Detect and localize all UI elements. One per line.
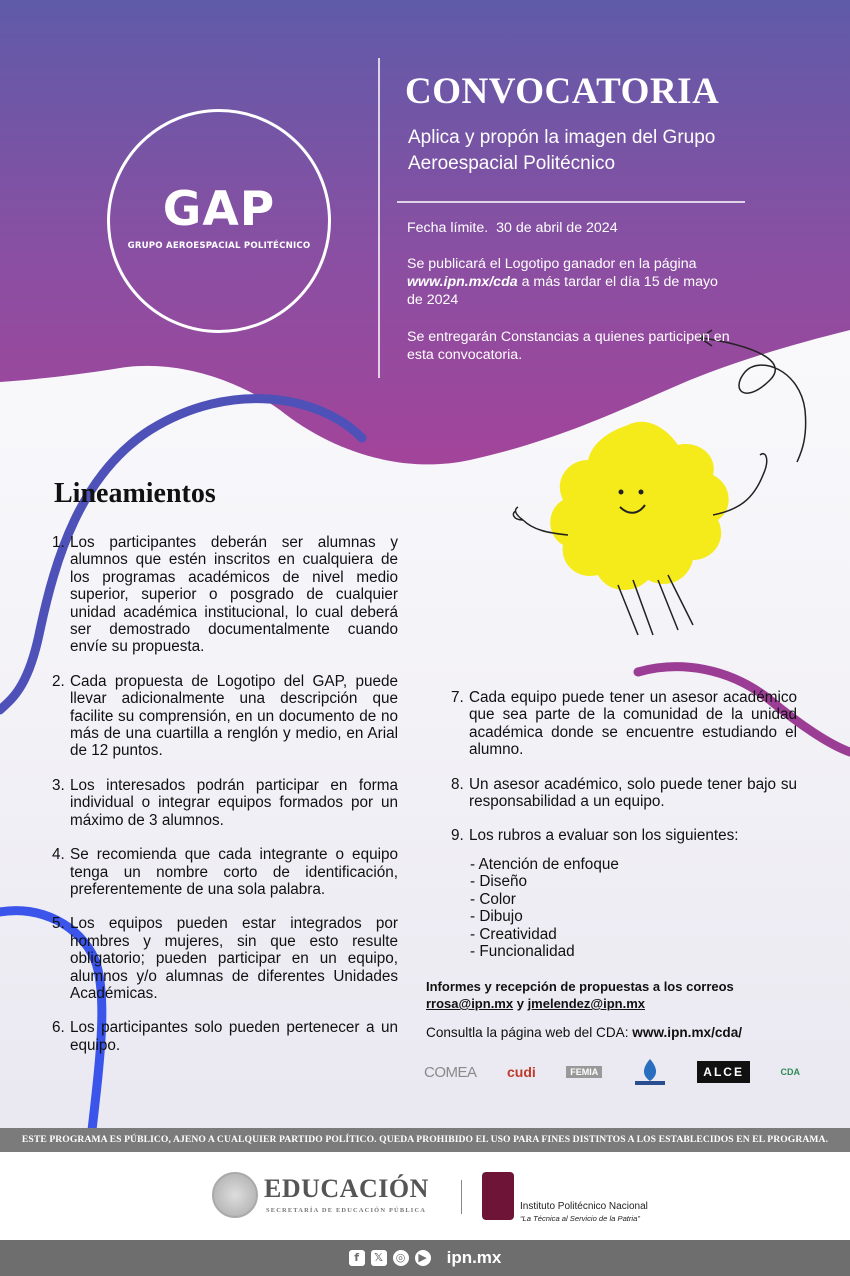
- list-item: [52, 846, 398, 898]
- logo-subtitle: GRUPO AEROESPACIAL POLITÉCNICO: [127, 240, 311, 251]
- item-text: Cada equipo puede tener un asesor académico que sea parte de la comunidad de la unidad académica donde se encuentre estudiando el alumno.: [469, 689, 797, 759]
- guidelines-list-left: [52, 534, 398, 1071]
- facebook-icon[interactable]: f: [349, 1250, 365, 1266]
- contact-line: Informes y recepción de propuestas a los correos: [426, 979, 734, 994]
- email-link-2[interactable]: jmelendez@ipn.mx: [527, 996, 645, 1011]
- list-item: [52, 534, 398, 656]
- ipn-name: Instituto Politécnico Nacional: [520, 1201, 648, 1212]
- x-icon[interactable]: 𝕏: [371, 1250, 387, 1266]
- sep-wordmark: EDUCACIÓN: [264, 1174, 429, 1203]
- contact-emails: [426, 995, 734, 1012]
- deadline: [407, 219, 737, 237]
- item-number: 3.: [52, 776, 65, 794]
- email-separator: y: [513, 996, 528, 1011]
- criteria-item: - Color: [470, 890, 516, 908]
- web-info: [426, 1024, 742, 1041]
- criteria-item: - Creatividad: [470, 925, 557, 943]
- item-text: Los equipos pueden estar integrados por hombres y mujeres, sin que esto resulte obligatorio; pueden participar en un equipo, alumnos y/o alumnas de diferentes Unidades Académicas.: [70, 915, 398, 1002]
- sponsor-alce-logo: ALCE: [697, 1061, 750, 1083]
- item-number: 6.: [52, 1019, 65, 1037]
- list-item: [52, 673, 398, 760]
- gap-logo: [107, 109, 331, 333]
- item-text: Los rubros a evaluar son los siguientes:: [469, 827, 739, 845]
- youtube-icon[interactable]: ▶: [415, 1250, 431, 1266]
- item-text: Los participantes deberán ser alumnas y alumnos que estén inscritos en cualquiera de los programas académicos de nivel medio superior, superior o posgrado de cualquier unidad académica institucional, lo cual deberá ser demostrado documentalmente cuando envíe su propuesta.: [70, 534, 398, 656]
- disclaimer-banner: ESTE PROGRAMA ES PÚBLICO, AJENO A CUALQUIER PARTIDO POLÍTICO. QUEDA PROHIBIDO EL USO PARA FINES DISTINTOS A LOS ESTABLECIDOS EN EL PROGRAMA.: [0, 1128, 850, 1152]
- sep-subtitle: SECRETARÍA DE EDUCACIÓN PÚBLICA: [266, 1207, 427, 1214]
- character-illustration: [508, 415, 778, 640]
- footer-divider: [461, 1180, 462, 1214]
- item-text: Un asesor académico, solo puede tener bajo su responsabilidad a un equipo.: [469, 775, 797, 811]
- list-item: [451, 689, 797, 759]
- list-item: [52, 1019, 398, 1054]
- item-text: Se recomienda que cada integrante o equipo tenga un nombre corto de identificación, preferentemente de una sola palabra.: [70, 846, 398, 898]
- instagram-icon[interactable]: ◎: [393, 1250, 409, 1266]
- web-link[interactable]: www.ipn.mx/cda/: [632, 1025, 743, 1040]
- sponsor-femia-logo: FEMIA: [566, 1066, 602, 1078]
- deadline-value: 30 de abril de 2024: [496, 220, 618, 236]
- item-number: 5.: [52, 915, 65, 933]
- publish-notice: [407, 255, 737, 309]
- list-item: [52, 777, 398, 829]
- page-title: CONVOCATORIA: [405, 71, 720, 112]
- list-item: [52, 915, 398, 1002]
- list-item: [451, 827, 797, 844]
- sponsor-cudi-logo: cudi: [507, 1064, 536, 1080]
- sponsor-emblem-icon: [633, 1057, 667, 1087]
- item-text: Los interesados podrán participar en forma individual o integrar equipos formados por un máximo de 3 alumnos.: [70, 776, 398, 829]
- ipn-shield-icon: [482, 1172, 514, 1220]
- item-number: 4.: [52, 846, 65, 864]
- certificates-notice: Se entregarán Constancias a quienes participen en esta convocatoria.: [407, 329, 730, 363]
- contact-info: [426, 978, 734, 1012]
- logo-text: GAP: [162, 181, 276, 237]
- item-text: Cada propuesta de Logotipo del GAP, puede llevar adicionalmente una descripción que facilite su comprensión, en un documento de no más de una cuartilla a renglón y medio, en Arial de 12 puntos.: [70, 672, 398, 760]
- item-number: 7.: [451, 689, 464, 706]
- item-number: 8.: [451, 775, 464, 793]
- divider-vertical: [378, 58, 380, 378]
- ipn-tagline: “La Técnica al Servicio de la Patria”: [520, 1214, 640, 1223]
- sponsor-cda-logo: CDA: [780, 1067, 800, 1077]
- divider-horizontal: [397, 201, 745, 203]
- criteria-item: - Funcionalidad: [470, 943, 575, 961]
- web-label: Consultla la página web del CDA:: [426, 1025, 633, 1040]
- guidelines-list-right: [451, 689, 797, 862]
- item-number: 1.: [52, 534, 65, 551]
- item-text: Los participantes solo pueden pertenecer a un equipo.: [70, 1019, 398, 1054]
- email-link-1[interactable]: rrosa@ipn.mx: [426, 996, 514, 1011]
- publish-post: a más tardar el día 15 de mayo de 2024: [407, 274, 718, 308]
- sponsor-comea-logo: COMEA: [424, 1063, 477, 1081]
- publish-pre: Se publicará el Logotipo ganador en la página: [407, 256, 697, 272]
- section-title: Lineamientos: [54, 478, 216, 509]
- item-number: 9.: [451, 827, 464, 845]
- page-subtitle: Aplica y propón la imagen del Grupo Aeroespacial Politécnico: [408, 127, 716, 174]
- sponsor-logos: [424, 1055, 800, 1089]
- deadline-label: Fecha límite.: [407, 220, 489, 236]
- list-item: [451, 776, 797, 811]
- site-link[interactable]: ipn.mx: [446, 1248, 502, 1267]
- item-number: 2.: [52, 672, 65, 690]
- criteria-item: - Dibujo: [470, 908, 523, 926]
- government-seal-icon: [212, 1172, 258, 1218]
- publish-link[interactable]: www.ipn.mx/cda: [407, 274, 518, 290]
- social-bar: [0, 1240, 850, 1276]
- criteria-item: - Atención de enfoque: [470, 856, 619, 873]
- criteria-list: [470, 856, 619, 960]
- criteria-item: - Diseño: [470, 873, 527, 891]
